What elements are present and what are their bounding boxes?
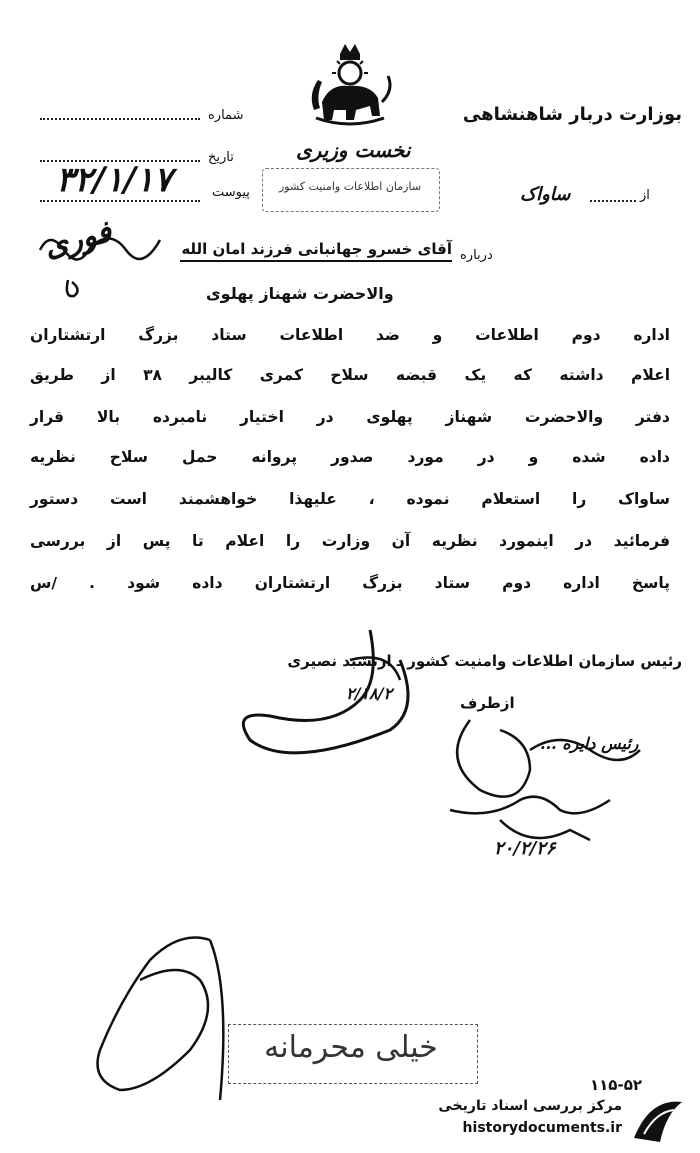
- office-title: نخست وزیری: [296, 138, 411, 162]
- bottom-handwritten-date: ۲۰/۲/۲۶: [494, 838, 556, 859]
- date-label: تاریخ: [208, 150, 234, 165]
- number-dotted-line: [40, 118, 200, 120]
- archive-name: مرکز بررسی اسناد تاریخی: [438, 1098, 622, 1114]
- signatory-title: رئیس سازمان اطلاعات وامنیت کشور ـ ارتشبد نصیری: [287, 652, 682, 670]
- archive-logo-icon: [630, 1094, 686, 1146]
- body-line-7: پاسخ اداره دوم ستاد بزرگ ارتشتاران داده شود . /س: [30, 574, 670, 592]
- attachment-label: پیوست: [212, 185, 250, 200]
- archive-website: historydocuments.ir: [462, 1120, 622, 1136]
- body-line-4: داده شده و در مورد صدور پروانه حمل سلاح نظریه: [30, 448, 670, 466]
- from-value: ساواک: [520, 184, 571, 205]
- from-label: از: [640, 188, 650, 203]
- body-line-3: دفتر والاحضرت شهناز پهلوی در اختیار نامبرده بالا قرار: [30, 408, 670, 426]
- attachment-dotted-line: [40, 200, 200, 202]
- from-dotted-line: [590, 200, 636, 202]
- subject-value: آقای خسرو جهانبانی فرزند امان الله: [180, 240, 452, 262]
- document-code: ۱۱۵-۵۲: [590, 1076, 643, 1094]
- subject-label: درباره: [460, 248, 493, 263]
- body-line-5: ساواک را استعلام نموده ، علیهذا خواهشمند است دستور: [30, 490, 670, 508]
- annotation-top-left: فوری: [40, 214, 116, 265]
- body-line-2: اعلام داشته که یک قبضه سلاح کمری کالیبر ۳۸ از طریق: [30, 366, 671, 384]
- signature-scribbles: [230, 620, 650, 880]
- number-label: شماره: [208, 108, 244, 123]
- handwritten-number: ۳۲/۱/۱۷: [56, 160, 173, 200]
- org-stamp-text: سازمان اطلاعات وامنیت کشور: [278, 180, 422, 193]
- signature-handwritten-date: ۲/۱۸/۲: [346, 684, 393, 703]
- salutation: والاحضرت شهناز پهلوی: [206, 284, 394, 303]
- royal-emblem-icon: [300, 40, 400, 130]
- ministry-header: بوزارت دربار شاهنشاهی: [462, 104, 682, 125]
- signature-handwritten-note: رئیس دایره ...: [540, 734, 639, 753]
- body-line-6: فرمائید در اینمورد نظریه آن وزارت را اعلام تا پس از بررسی: [30, 532, 670, 550]
- body-line-1: اداره دوم اطلاعات و ضد اطلاعات ستاد بزرگ ارتشتاران: [30, 326, 670, 344]
- handwritten-scribble-top: [30, 220, 190, 310]
- classification-stamp-text: خیلی محرمانه: [264, 1030, 438, 1065]
- on-behalf-label: ازطرف: [460, 694, 515, 712]
- large-hand-mark: [60, 920, 260, 1120]
